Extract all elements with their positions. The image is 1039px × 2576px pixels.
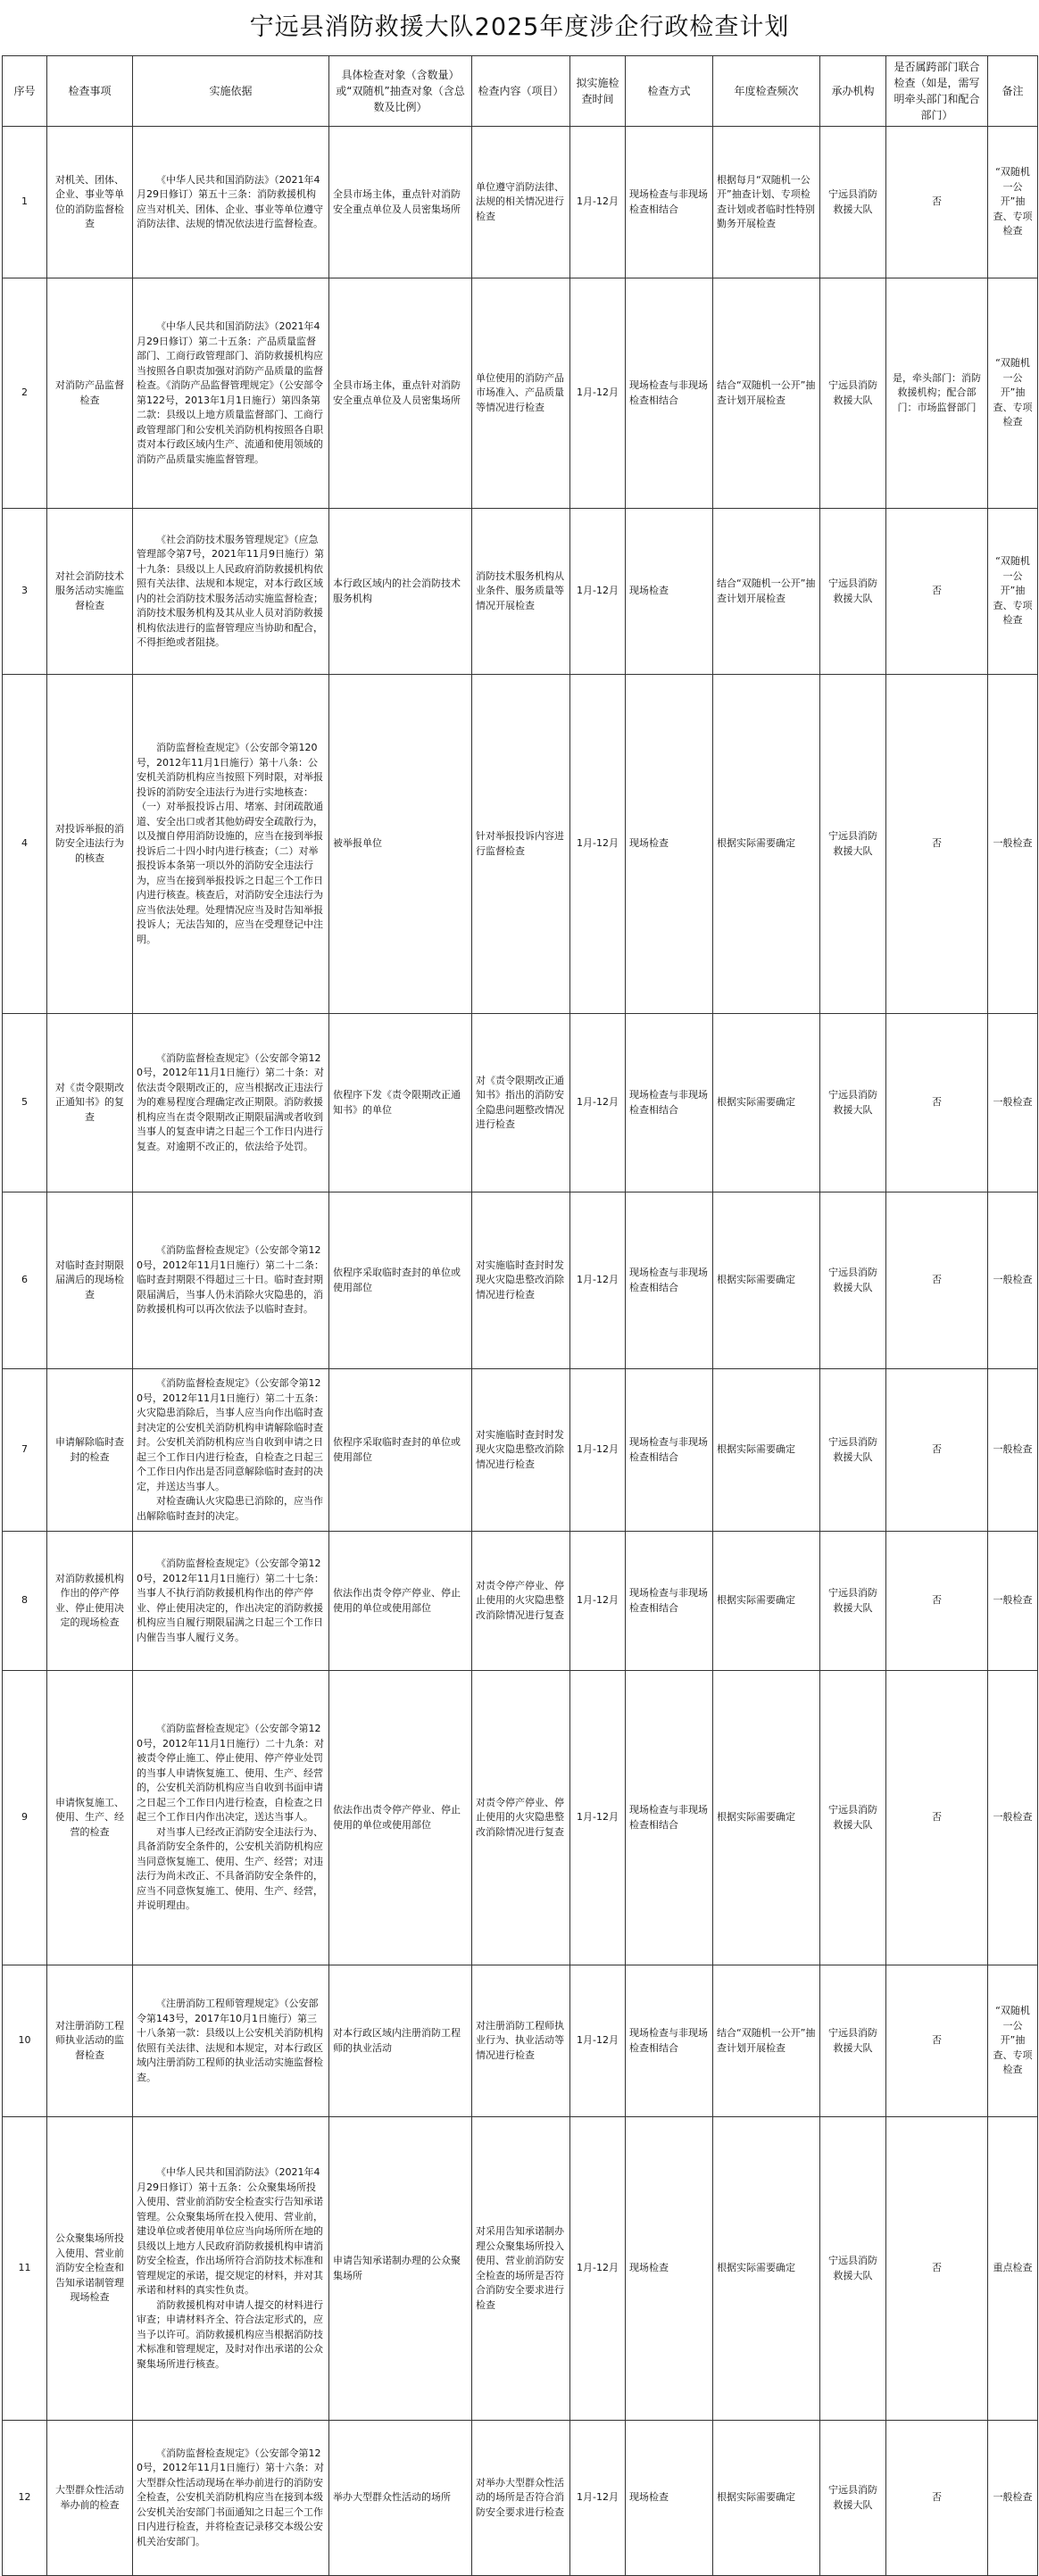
cell-inspection-target: 对本行政区域内注册消防工程师的执业活动 — [329, 1965, 472, 2117]
cell-inspection-target: 依程序采取临时查封的单位或使用部位 — [329, 1192, 472, 1369]
legal-basis-paragraph: 《中华人民共和国消防法》（2021年4月29日修订）第五十三条：消防救援机构应当对机关、团体、企业、事业等单位遵守消防法律、法规的情况依法进行监督检查。 — [137, 173, 323, 229]
legal-basis-paragraph: 消防监督检查规定》（公安部令第120号，2012年11月1日施行）第十八条：公安机关消防机构应当按照下列时限，对举报投诉的消防安全违法行为进行实地核查：（一）对举报投诉占用、堵塞、封闭疏散通道、安全出口或者其他妨碍安全疏散行为，以及擅自停用消防设施的，应当在接到举报投诉后二十四小时内进行核查；（二）对举报投诉本条第一项以外的消防安全违法行为，应当在接到举报投诉之日起三个工作日内进行核查。核查后，对消防安全违法行为应当依法处理。处理情况应当及时告知举报投诉人；无法告知的，应当在受理登记中注明。 — [137, 742, 323, 945]
cell-responsible-org: 宁远县消防救援大队 — [820, 675, 886, 1014]
table-row — [3, 509, 1038, 675]
cell-annual-frequency: 根据实际需要确定 — [713, 1369, 820, 1532]
cell-inspection-item: 大型群众性活动举办前的检查 — [47, 2421, 133, 2576]
cell-joint-inspection: 否 — [886, 1965, 988, 2117]
header-row — [3, 56, 1038, 127]
cell-inspection-method: 现场检查 — [626, 2117, 713, 2421]
legal-basis-paragraph: 《社会消防技术服务管理规定》（应急管理部令第7号，2021年11月9日施行）第十九条：县级以上人民政府消防救援机构依照有关法律、法规和本规定，对本行政区域内的社会消防技术服务活动实施监督检查；消防技术服务机构及其从业人员对消防救援机构依法进行的监督管理应当协助和配合，不得拒绝或者阻挠。 — [137, 533, 324, 648]
header-row-number: 序号 — [3, 56, 47, 127]
cell-legal-basis — [133, 675, 329, 1014]
cell-inspection-content: 单位使用的消防产品市场准入、产品质量等情况进行检查 — [472, 278, 570, 509]
cell-inspection-method: 现场检查 — [626, 509, 713, 675]
cell-legal-basis — [133, 278, 329, 509]
cell-inspection-item: 对临时查封期限届满后的现场检查 — [47, 1192, 133, 1369]
cell-legal-basis — [133, 2421, 329, 2576]
table-row — [3, 1369, 1038, 1532]
cell-remark: “双随机一公开”抽查、专项检查 — [988, 1965, 1038, 2117]
cell-inspection-target: 依程序下发《责令限期改正通知书》的单位 — [329, 1014, 472, 1192]
header-inspection-target: 具体检查对象（含数量）或“双随机”抽查对象（含总数及比例） — [329, 56, 472, 127]
cell-row-number: 11 — [3, 2117, 47, 2421]
cell-inspection-time: 1月-12月 — [570, 2421, 626, 2576]
cell-annual-frequency: 根据实际需要确定 — [713, 2421, 820, 2576]
cell-joint-inspection: 否 — [886, 1671, 988, 1965]
header-responsible-org: 承办机构 — [820, 56, 886, 127]
cell-row-number: 5 — [3, 1014, 47, 1192]
cell-row-number: 6 — [3, 1192, 47, 1369]
cell-inspection-method: 现场检查与非现场检查相结合 — [626, 1532, 713, 1671]
cell-row-number: 8 — [3, 1532, 47, 1671]
cell-inspection-target: 全县市场主体，重点针对消防安全重点单位及人员密集场所 — [329, 127, 472, 278]
header-annual-frequency: 年度检查频次 — [713, 56, 820, 127]
cell-inspection-item: 对消防救援机构作出的停产停业、停止使用决定的现场检查 — [47, 1532, 133, 1671]
cell-joint-inspection: 是，牵头部门：消防救援机构；配合部门：市场监督部门 — [886, 278, 988, 509]
header-legal-basis: 实施依据 — [133, 56, 329, 127]
legal-basis-paragraph: 对检查确认火灾隐患已消除的，应当作出解除临时查封的决定。 — [137, 1495, 323, 1522]
table-row — [3, 1532, 1038, 1671]
cell-inspection-target: 举办大型群众性活动的场所 — [329, 2421, 472, 2576]
header-inspection-time: 拟实施检查时间 — [570, 56, 626, 127]
page-title: 宁远县消防救援大队2025年度涉企行政检查计划 — [249, 13, 790, 41]
cell-inspection-time: 1月-12月 — [570, 1192, 626, 1369]
cell-inspection-item: 申请解除临时查封的检查 — [47, 1369, 133, 1532]
cell-inspection-time: 1月-12月 — [570, 2117, 626, 2421]
cell-row-number: 3 — [3, 509, 47, 675]
cell-responsible-org: 宁远县消防救援大队 — [820, 127, 886, 278]
legal-basis-paragraph: 《消防监督检查规定》（公安部令第120号，2012年11月1日施行）第二十五条：火灾隐患消除后，当事人应当向作出临时查封决定的公安机关消防机构申请解除临时查封。公安机关消防机构应当自收到申请之日起三个工作日内进行检查，自检查之日起三个工作日内作出是否同意解除临时查封的决定，并送达当事人。 — [137, 1377, 324, 1492]
inspection-plan-table — [2, 55, 1038, 2576]
cell-legal-basis — [133, 509, 329, 675]
cell-remark: 一般检查 — [988, 2421, 1038, 2576]
cell-inspection-target: 依法作出责令停产停业、停止使用的单位或使用部位 — [329, 1671, 472, 1965]
cell-inspection-target: 被举报单位 — [329, 675, 472, 1014]
table-row — [3, 1192, 1038, 1369]
cell-inspection-content: 对实施临时查封时发现火灾隐患整改消除情况进行检查 — [472, 1369, 570, 1532]
cell-remark: 一般检查 — [988, 1014, 1038, 1192]
legal-basis-paragraph: 《消防监督检查规定》（公安部令第120号，2012年11月1日施行）第二十条：对依法责令限期改正的，应当根据改正违法行为的难易程度合理确定改正期限。消防救援机构应当在责令限期改正期限届满或者收到当事人的复查申请之日起三个工作日内进行复查。对逾期不改正的，依法给予处罚。 — [137, 1051, 324, 1152]
cell-inspection-content: 对《责令限期改正通知书》指出的消防安全隐患问题整改情况进行检查 — [472, 1014, 570, 1192]
cell-joint-inspection: 否 — [886, 2117, 988, 2421]
header-inspection-method: 检查方式 — [626, 56, 713, 127]
cell-inspection-item: 对消防产品监督检查 — [47, 278, 133, 509]
table-row — [3, 1965, 1038, 2117]
cell-row-number: 4 — [3, 675, 47, 1014]
legal-basis-paragraph: 消防救援机构对申请人提交的材料进行审查；申请材料齐全、符合法定形式的，应当予以许可。消防救援机构应当根据消防技术标准和管理规定，及时对作出承诺的公众聚集场所进行核查。 — [137, 2298, 323, 2370]
cell-responsible-org: 宁远县消防救援大队 — [820, 1192, 886, 1369]
cell-inspection-time: 1月-12月 — [570, 127, 626, 278]
legal-basis-paragraph: 《中华人民共和国消防法》（2021年4月29日修订）第十五条：公众聚集场所投入使用、营业前消防安全检查实行告知承诺管理。公众聚集场所在投入使用、营业前，建设单位或者使用单位应当向场所所在地的县级以上地方人民政府消防救援机构申请消防安全检查，作出场所符合消防技术标准和管理规定的承诺，提交规定的材料，并对其承诺和材料的真实性负责。 — [137, 2166, 323, 2296]
cell-inspection-content: 单位遵守消防法律、法规的相关情况进行检查 — [472, 127, 570, 278]
cell-row-number: 7 — [3, 1369, 47, 1532]
cell-inspection-content: 针对举报投诉内容进行监督检查 — [472, 675, 570, 1014]
cell-joint-inspection: 否 — [886, 675, 988, 1014]
cell-inspection-time: 1月-12月 — [570, 1671, 626, 1965]
cell-legal-basis — [133, 1369, 329, 1532]
cell-inspection-time: 1月-12月 — [570, 1532, 626, 1671]
cell-inspection-method: 现场检查 — [626, 675, 713, 1014]
table-row — [3, 2117, 1038, 2421]
header-joint-inspection: 是否属跨部门联合检查（如是，需写明牵头部门和配合部门） — [886, 56, 988, 127]
legal-basis-paragraph: 对当事人已经改正消防安全违法行为、具备消防安全条件的，公安机关消防机构应当同意恢复施工、使用、生产、经营；对违法行为尚未改正、不具备消防安全条件的，应当不同意恢复施工、使用、生产、经营，并说明理由。 — [137, 1825, 323, 1912]
cell-joint-inspection: 否 — [886, 1192, 988, 1369]
cell-remark: “双随机一公开”抽查、专项检查 — [988, 278, 1038, 509]
header-inspection-content: 检查内容（项目） — [472, 56, 570, 127]
cell-annual-frequency: 结合“双随机一公开”抽查计划开展检查 — [713, 509, 820, 675]
cell-legal-basis — [133, 127, 329, 278]
cell-joint-inspection: 否 — [886, 1369, 988, 1532]
legal-basis-paragraph: 《消防监督检查规定》（公安部令第120号，2012年11月1日施行）二十九条：对被责令停止施工、停止使用、停产停业处罚的当事人申请恢复施工、使用、生产、经营的，公安机关消防机构应当自收到书面申请之日起三个工作日内进行检查，自检查之日起三个工作日内作出决定，送达当事人。 — [137, 1723, 324, 1824]
cell-joint-inspection: 否 — [886, 1014, 988, 1192]
cell-inspection-method: 现场检查与非现场检查相结合 — [626, 1192, 713, 1369]
cell-remark: 一般检查 — [988, 1192, 1038, 1369]
cell-remark: 一般检查 — [988, 1671, 1038, 1965]
cell-joint-inspection: 否 — [886, 1532, 988, 1671]
cell-inspection-item: 申请恢复施工、使用、生产、经营的检查 — [47, 1671, 133, 1965]
cell-legal-basis — [133, 1532, 329, 1671]
cell-responsible-org: 宁远县消防救援大队 — [820, 1965, 886, 2117]
table-row — [3, 1014, 1038, 1192]
cell-inspection-time: 1月-12月 — [570, 278, 626, 509]
cell-inspection-method: 现场检查与非现场检查相结合 — [626, 127, 713, 278]
cell-annual-frequency: 根据实际需要确定 — [713, 1532, 820, 1671]
cell-row-number: 1 — [3, 127, 47, 278]
cell-inspection-item: 对投诉举报的消防安全违法行为的核查 — [47, 675, 133, 1014]
cell-inspection-method: 现场检查与非现场检查相结合 — [626, 1014, 713, 1192]
cell-inspection-method: 现场检查与非现场检查相结合 — [626, 278, 713, 509]
cell-remark: 重点检查 — [988, 2117, 1038, 2421]
cell-annual-frequency: 根据实际需要确定 — [713, 1192, 820, 1369]
cell-remark: 一般检查 — [988, 675, 1038, 1014]
cell-joint-inspection: 否 — [886, 2421, 988, 2576]
cell-responsible-org: 宁远县消防救援大队 — [820, 2117, 886, 2421]
cell-annual-frequency: 根据实际需要确定 — [713, 675, 820, 1014]
cell-responsible-org: 宁远县消防救援大队 — [820, 2421, 886, 2576]
cell-inspection-target: 本行政区域内的社会消防技术服务机构 — [329, 509, 472, 675]
cell-remark: 一般检查 — [988, 1369, 1038, 1532]
cell-inspection-item: 对注册消防工程师执业活动的监督检查 — [47, 1965, 133, 2117]
cell-remark: 一般检查 — [988, 1532, 1038, 1671]
cell-row-number: 10 — [3, 1965, 47, 2117]
cell-inspection-method: 现场检查与非现场检查相结合 — [626, 1671, 713, 1965]
cell-inspection-content: 对责令停产停业、停止使用的火灾隐患整改消除情况进行复查 — [472, 1671, 570, 1965]
cell-inspection-time: 1月-12月 — [570, 1014, 626, 1192]
cell-inspection-target: 申请告知承诺制办理的公众聚集场所 — [329, 2117, 472, 2421]
cell-inspection-method: 现场检查与非现场检查相结合 — [626, 1965, 713, 2117]
cell-responsible-org: 宁远县消防救援大队 — [820, 509, 886, 675]
table-row — [3, 2421, 1038, 2576]
cell-inspection-time: 1月-12月 — [570, 675, 626, 1014]
cell-legal-basis — [133, 1192, 329, 1369]
cell-inspection-content: 对举办大型群众性活动的场所是否符合消防安全要求进行检查 — [472, 2421, 570, 2576]
cell-annual-frequency: 根据每月“双随机一公开”抽查计划、专项检查计划或者临时性特别勤务开展检查 — [713, 127, 820, 278]
legal-basis-paragraph: 《消防监督检查规定》（公安部令第120号，2012年11月1日施行）第二十七条：当事人不执行消防救援机构作出的停产停业、停止使用决定的，作出决定的消防救援机构应当自履行期限届满之日起三个工作日内催告当事人履行义务。 — [137, 1558, 324, 1643]
cell-annual-frequency: 根据实际需要确定 — [713, 1671, 820, 1965]
table-row — [3, 675, 1038, 1014]
cell-responsible-org: 宁远县消防救援大队 — [820, 278, 886, 509]
cell-responsible-org: 宁远县消防救援大队 — [820, 1014, 886, 1192]
cell-legal-basis — [133, 1965, 329, 2117]
header-inspection-item: 检查事项 — [47, 56, 133, 127]
cell-row-number: 12 — [3, 2421, 47, 2576]
cell-inspection-method: 现场检查 — [626, 2421, 713, 2576]
cell-inspection-item: 对机关、团体、企业、事业等单位的消防监督检查 — [47, 127, 133, 278]
cell-inspection-target: 依法作出责令停产停业、停止使用的单位或使用部位 — [329, 1532, 472, 1671]
cell-legal-basis — [133, 1671, 329, 1965]
cell-inspection-content: 对实施临时查封时发现火灾隐患整改消除情况进行检查 — [472, 1192, 570, 1369]
legal-basis-paragraph: 《消防监督检查规定》（公安部令第120号，2012年11月1日施行）第十六条：对大型群众性活动现场在举办前进行的消防安全检查，公安机关消防机构应当在接到本级公安机关治安部门书面通知之日起三个工作日内进行检查，并将检查记录移交本级公安机关治安部门。 — [137, 2447, 324, 2547]
table-row — [3, 278, 1038, 509]
cell-inspection-time: 1月-12月 — [570, 509, 626, 675]
cell-inspection-content: 消防技术服务机构从业条件、服务质量等情况开展检查 — [472, 509, 570, 675]
cell-remark: “双随机一公开”抽查、专项检查 — [988, 127, 1038, 278]
cell-row-number: 2 — [3, 278, 47, 509]
cell-inspection-content: 对注册消防工程师执业行为、执业活动等情况进行检查 — [472, 1965, 570, 2117]
cell-inspection-target: 全县市场主体，重点针对消防安全重点单位及人员密集场所 — [329, 278, 472, 509]
cell-annual-frequency: 结合“双随机一公开”抽查计划开展检查 — [713, 278, 820, 509]
table-row — [3, 127, 1038, 278]
cell-annual-frequency: 根据实际需要确定 — [713, 1014, 820, 1192]
cell-inspection-time: 1月-12月 — [570, 1369, 626, 1532]
cell-annual-frequency: 根据实际需要确定 — [713, 2117, 820, 2421]
cell-inspection-content: 对采用告知承诺制办理公众聚集场所投入使用、营业前消防安全检查的场所是否符合消防安全要求进行检查 — [472, 2117, 570, 2421]
cell-inspection-item: 公众聚集场所投入使用、营业前消防安全检查和告知承诺制管理现场检查 — [47, 2117, 133, 2421]
legal-basis-paragraph: 《消防监督检查规定》（公安部令第120号，2012年11月1日施行）第二十二条：临时查封期限不得超过三十日。临时查封期限届满后，当事人仍未消除火灾隐患的，消防救援机构可以再次依法予以临时查封。 — [137, 1244, 324, 1316]
cell-inspection-time: 1月-12月 — [570, 1965, 626, 2117]
table-row — [3, 1671, 1038, 1965]
cell-inspection-item: 对社会消防技术服务活动实施监督检查 — [47, 509, 133, 675]
cell-annual-frequency: 结合“双随机一公开”抽查计划开展检查 — [713, 1965, 820, 2117]
cell-legal-basis — [133, 2117, 329, 2421]
cell-remark: “双随机一公开”抽查、专项检查 — [988, 509, 1038, 675]
cell-responsible-org: 宁远县消防救援大队 — [820, 1369, 886, 1532]
cell-row-number: 9 — [3, 1671, 47, 1965]
cell-inspection-target: 依程序采取临时查封的单位或使用部位 — [329, 1369, 472, 1532]
cell-inspection-method: 现场检查与非现场检查相结合 — [626, 1369, 713, 1532]
cell-joint-inspection: 否 — [886, 509, 988, 675]
cell-joint-inspection: 否 — [886, 127, 988, 278]
cell-legal-basis — [133, 1014, 329, 1192]
legal-basis-paragraph: 《中华人民共和国消防法》（2021年4月29日修订）第二十五条：产品质量监督部门、工商行政管理部门、消防救援机构应当按照各自职责加强对消防产品质量的监督检查。《消防产品监督管理规定》（公安部令第122号，2013年1月1日施行）第四条第二款：县级以上地方质量监督部门、工商行政管理部门和公安机关消防机构按照各自职责对本行政区域内生产、流通和使用领域的消防产品质量实施监督管理。 — [137, 320, 323, 465]
legal-basis-paragraph: 《注册消防工程师管理规定》（公安部令第143号，2017年10月1日施行）第三十八条第一款：县级以上公安机关消防机构依照有关法律、法规和本规定，对本行政区域内注册消防工程师的执业活动实施监督检查。 — [137, 1998, 323, 2083]
cell-responsible-org: 宁远县消防救援大队 — [820, 1532, 886, 1671]
cell-responsible-org: 宁远县消防救援大队 — [820, 1671, 886, 1965]
cell-inspection-item: 对《责令限期改正通知书》的复查 — [47, 1014, 133, 1192]
header-remark: 备注 — [988, 56, 1038, 127]
cell-inspection-content: 对责令停产停业、停止使用的火灾隐患整改消除情况进行复查 — [472, 1532, 570, 1671]
